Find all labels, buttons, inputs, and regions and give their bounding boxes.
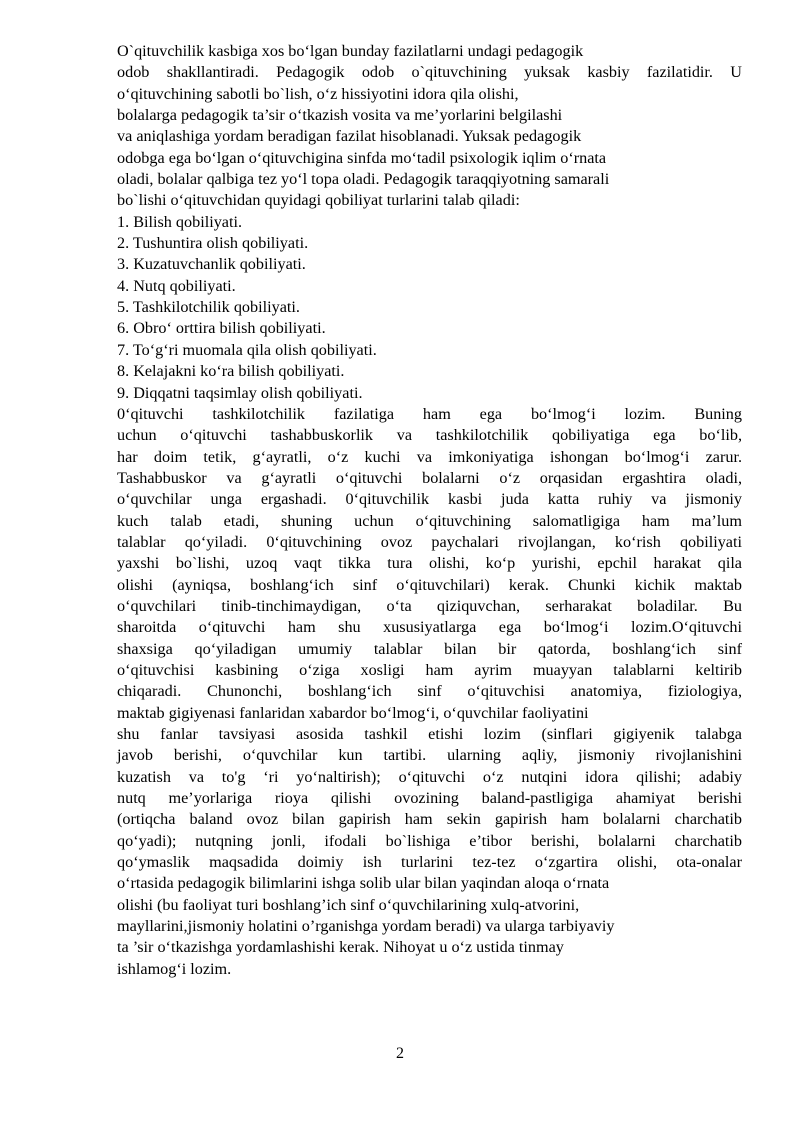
text-line: qo‘yadi); nutqning jonli, ifodali bo`lishiga e’tibor berishi, bolalarni charchatib (117, 831, 742, 850)
text-line: odob shakllantiradi. Pedagogik odob o`qituvchining yuksak kasbiy fazilatidir. U (117, 63, 742, 82)
text-line: olishi (ayniqsa, boshlang‘ich sinf o‘qituvchilari) kerak. Chunki kichik maktab (117, 575, 742, 594)
text-line: olishi (bu faoliyat turi boshlang’ich sinf o‘quvchilarining xulq-atvorini, (117, 895, 580, 914)
text-line: mayllarini,jismoniy holatini o’rganishga yordam beradi) va ularga tarbiyaviy (117, 917, 615, 936)
text-line: kuzatish va to'g ‘ri yo‘naltirish); o‘qituvchi o‘z nutqini idora qilishi; adabiy (117, 767, 742, 786)
text-line: o‘qituvchining sabotli bo`lish, o‘z hissiyotini idora qila olishi, (117, 84, 519, 103)
text-line: javob berishi, o‘quvchilar kun tartibi. ularning aqliy, jismoniy rivojlanishini (117, 746, 742, 765)
list-item: 2. Tushuntira olish qobiliyati. (117, 234, 309, 253)
list-item: 3. Kuzatuvchanlik qobiliyati. (117, 255, 306, 274)
text-line: ta ’sir o‘tkazishga yordamlashishi kerak. Nihoyat u o‘z ustida tinmay (117, 938, 564, 957)
text-line: o‘rtasida pedagogik bilimlarini ishga solib ular bilan yaqindan aloqa o‘rnata (117, 874, 610, 893)
text-line: sharoitda o‘qituvchi ham shu xususiyatlarga ega bo‘lmog‘i lozim.O‘qituvchi (117, 618, 742, 637)
text-line: maktab gigiyenasi fanlaridan xabardor bo‘lmog‘i, o‘quvchilar faoliyatini (117, 703, 589, 722)
text-line: talablar qo‘yiladi. 0‘qituvchining ovoz paychalari rivojlangan, ko‘rish qobiliyati (117, 532, 742, 551)
list-item: 4. Nutq qobiliyati. (117, 276, 236, 295)
document-body (117, 41, 742, 980)
text-line: bo`lishi o‘qituvchidan quyidagi qobiliyat turlarini talab qiladi: (117, 191, 520, 210)
text-line: yaxshi bo`lishi, uzoq vaqt tikka tura olishi, ko‘p yurishi, epchil harakat qila (117, 554, 742, 573)
text-line: Tashabbuskor va g‘ayratli o‘qituvchi bolalarni o‘z orqasidan ergashtira oladi, (117, 468, 742, 487)
list-item: 7. To‘g‘ri muomala qila olish qobiliyati. (117, 340, 377, 359)
text-line: uchun o‘qituvchi tashabbuskorlik va tashkilotchilik qobiliyatiga ega bo‘lib, (117, 426, 742, 445)
page-number: 2 (396, 1045, 404, 1062)
text-line: o‘quvchilar unga ergashadi. 0‘qituvchilik kasbi juda katta ruhiy va jismoniy (117, 490, 742, 509)
text-line: odobga ega bo‘lgan o‘qituvchigina sinfda mo‘tadil psixologik iqlim o‘rnata (117, 148, 607, 167)
list-item: 5. Tashkilotchilik qobiliyati. (117, 298, 300, 317)
text-line: bolalarga pedagogik ta’sir o‘tkazish vosita va me’yorlarini belgilashi (117, 106, 563, 125)
list-item: 9. Diqqatni taqsimlay olish qobiliyati. (117, 383, 363, 402)
text-line: nutq me’yorlariga rioya qilishi ovozining baland-pastligiga ahamiyat berishi (117, 789, 742, 808)
text-line: va aniqlashiga yordam beradigan fazilat hisoblanadi. Yuksak pedagogik (117, 127, 582, 146)
text-line: qo‘ymaslik maqsadida doimiy ish turlarini tez-tez o‘zgartira olishi, ota-onalar (117, 853, 742, 872)
text-line: o‘qituvchisi kasbining o‘ziga xosligi ham ayrim muayyan talablarni keltirib (117, 660, 742, 679)
text-line: oladi, bolalar qalbiga tez yo‘l topa oladi. Pedagogik taraqqiyotning samarali (117, 170, 610, 189)
list-item: 6. Obro‘ orttira bilish qobiliyati. (117, 319, 326, 338)
text-line: chiqaradi. Chunonchi, boshlang‘ich sinf o‘qituvchisi anatomiya, fiziologiya, (117, 682, 742, 701)
text-line: shu fanlar tavsiyasi asosida tashkil etishi lozim (sinflari gigiyenik talabga (117, 725, 742, 743)
text-line: o‘quvchilari tinib-tinchimaydigan, o‘ta qiziquvchan, serharakat boladilar. Bu (117, 596, 742, 615)
text-line: ishlamog‘i lozim. (117, 959, 232, 978)
text-line: shaxsiga qo‘yiladigan umumiy talablar bilan bir qatorda, boshlang‘ich sinf (117, 639, 742, 658)
list-item: 8. Kelajakni ko‘ra bilish qobiliyati. (117, 362, 345, 381)
text-line: 0‘qituvchi tashkilotchilik fazilatiga ham ega bo‘lmog‘i lozim. Buning (117, 404, 742, 423)
list-item: 1. Bilish qobiliyati. (117, 212, 243, 231)
text-line: (ortiqcha baland ovoz bilan gapirish ham sekin gapirish ham bolalarni charchatib (117, 810, 742, 829)
text-line: har doim tetik, g‘ayratli, o‘z kuchi va imkoniyatiga ishongan bo‘lmog‘i zarur. (117, 447, 742, 466)
text-line: kuch talab etadi, shuning uchun o‘qituvchining salomatligiga ham ma’lum (117, 511, 742, 530)
text-line: O`qituvchilik kasbiga xos bo‘lgan bunday fazilatlarni undagi pedagogik (117, 42, 584, 60)
